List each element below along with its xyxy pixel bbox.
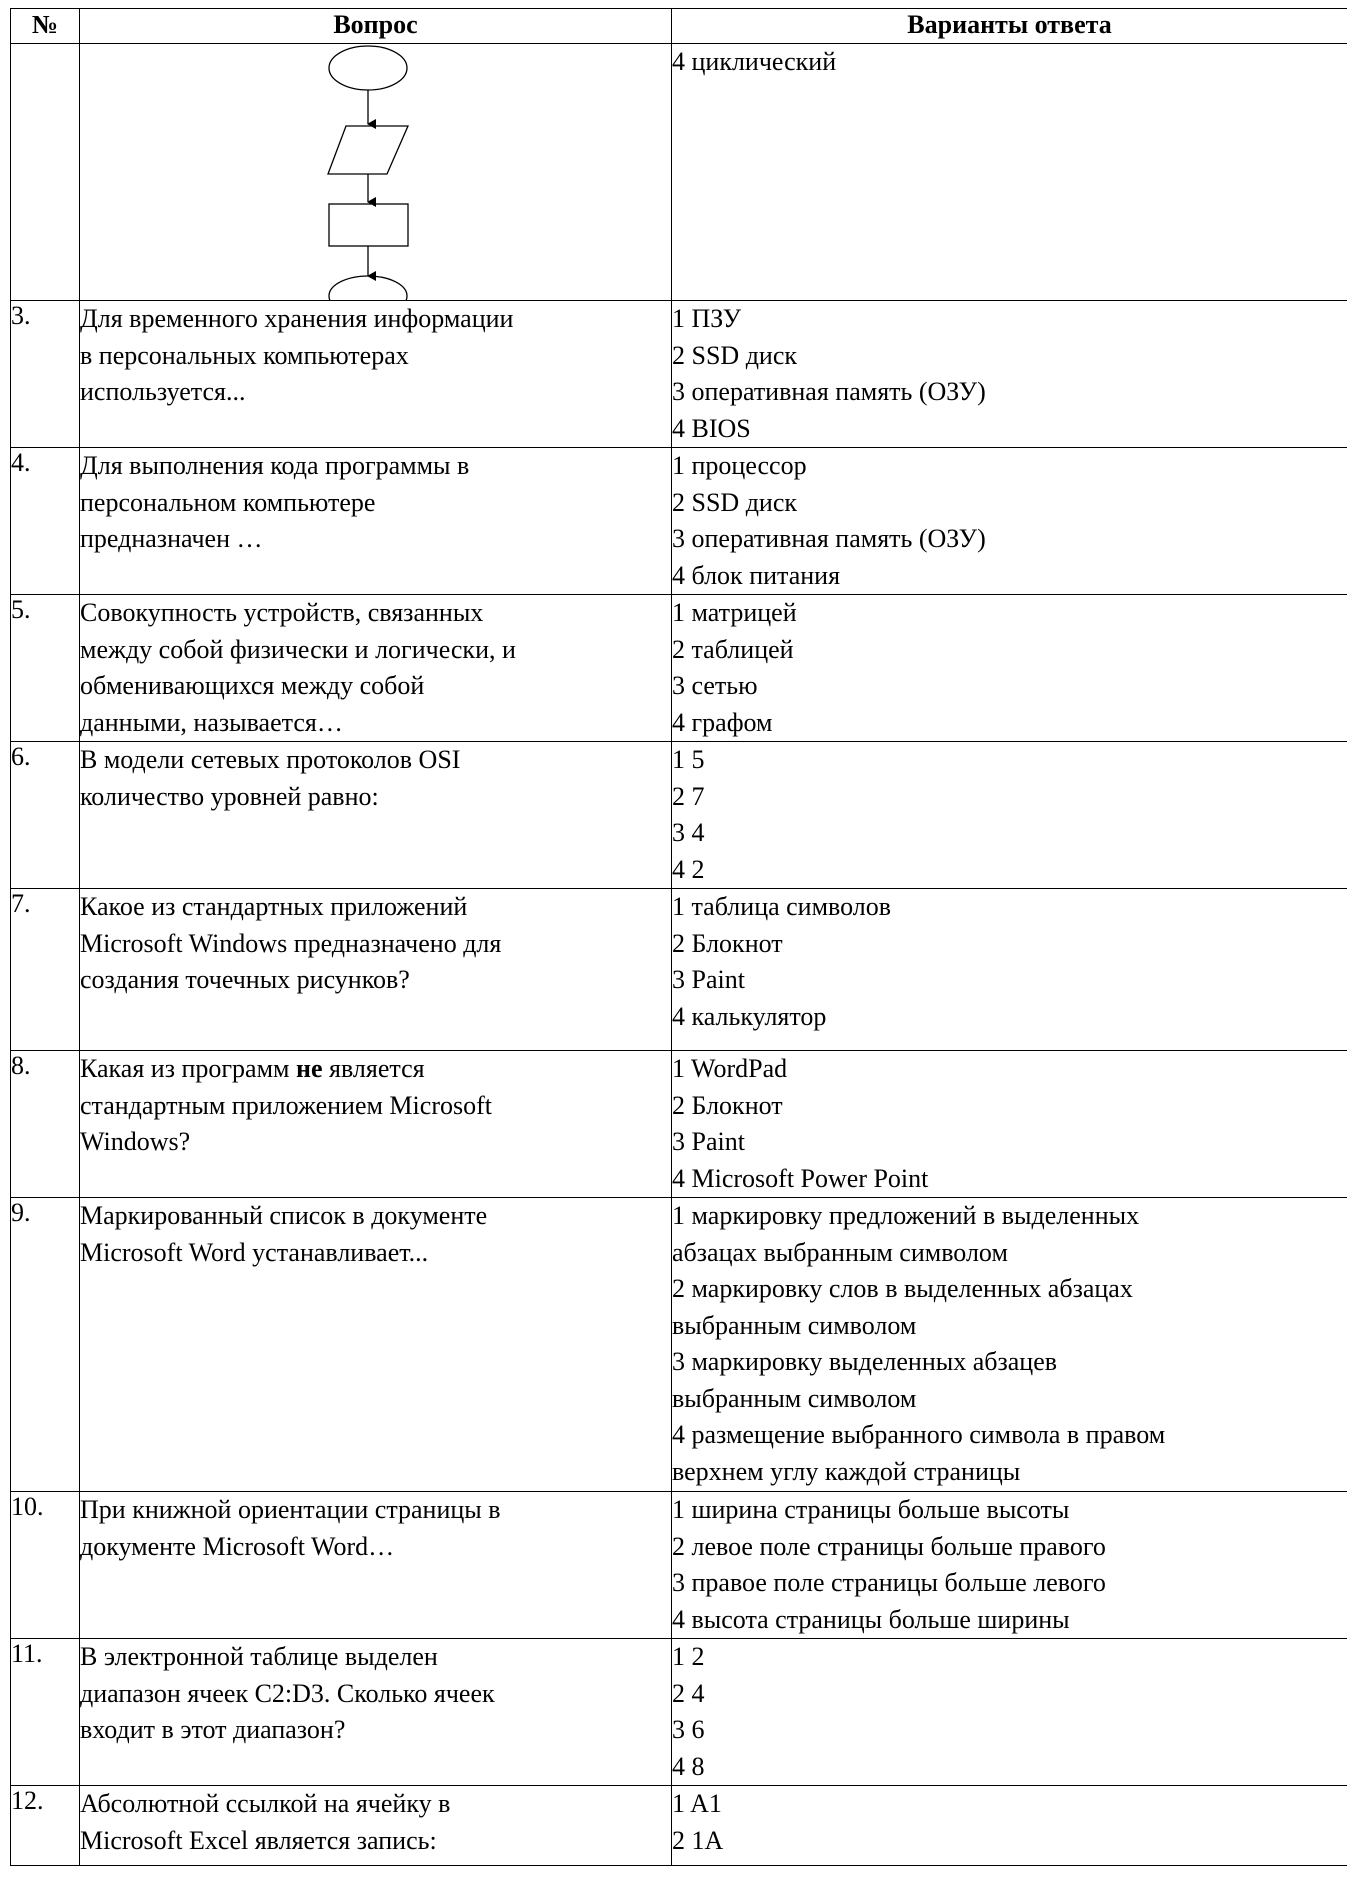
answer-option: 1 WordPad bbox=[672, 1054, 788, 1083]
answers-cell bbox=[672, 44, 1347, 301]
answer-option: 2 4 bbox=[672, 1678, 705, 1708]
answers-cell bbox=[672, 595, 1347, 742]
answers-cell bbox=[672, 1786, 1347, 1866]
table-row bbox=[11, 44, 1347, 301]
header-num: № bbox=[11, 9, 80, 44]
question-text: предназначен … bbox=[80, 524, 263, 553]
question-text: количество уровней равно: bbox=[80, 781, 379, 811]
row-number: 10. bbox=[11, 1492, 80, 1639]
question-emphasis: не bbox=[296, 1054, 323, 1083]
question-text: Для временного хранения информации bbox=[80, 304, 514, 333]
question-text: персональном компьютере bbox=[80, 487, 376, 517]
question-text: При книжной ориентации страницы в bbox=[80, 1495, 501, 1524]
question-text: Microsoft Excel является запись: bbox=[80, 1825, 437, 1855]
answers-cell bbox=[672, 301, 1347, 448]
question-cell bbox=[80, 44, 672, 301]
row-number: 11. bbox=[11, 1639, 80, 1786]
question-text: между собой физически и логически, и bbox=[80, 634, 516, 664]
answer-option: 1 матрицей bbox=[672, 598, 797, 627]
answer-option: 4 графом bbox=[672, 707, 773, 737]
answers-cell bbox=[672, 1492, 1347, 1639]
question-cell bbox=[80, 1639, 672, 1786]
question-cell bbox=[80, 448, 672, 595]
question-cell bbox=[80, 1492, 672, 1639]
question-text: Microsoft Windows предназначено для bbox=[80, 928, 502, 958]
answer-option: 3 Paint bbox=[672, 1127, 745, 1156]
flowchart-diagram bbox=[80, 44, 672, 300]
question-text: в персональных компьютерах bbox=[80, 340, 409, 370]
question-cell bbox=[80, 742, 672, 889]
answer-option: верхнем углу каждой страницы bbox=[672, 1456, 1021, 1486]
question-text bbox=[80, 1051, 671, 1088]
answer-option: 1 процессор bbox=[672, 451, 807, 480]
question-cell bbox=[80, 301, 672, 448]
question-text: данными, называется… bbox=[80, 707, 343, 737]
answer-option: 1 A1 bbox=[672, 1789, 722, 1818]
question-text: используется... bbox=[80, 377, 246, 406]
answer-option: 1 ПЗУ bbox=[672, 304, 742, 333]
question-text: стандартным приложением Microsoft bbox=[80, 1090, 492, 1120]
answer-option: 1 5 bbox=[672, 745, 705, 774]
question-text: Какое из стандартных приложений bbox=[80, 892, 468, 921]
question-text: диапазон ячеек C2:D3. Сколько ячеек bbox=[80, 1678, 495, 1708]
answer-option: 2 Блокнот bbox=[672, 1090, 783, 1120]
question-text: обменивающихся между собой bbox=[80, 671, 425, 700]
table-row bbox=[11, 301, 1347, 448]
answer-option: 3 маркировку выделенных абзацев bbox=[672, 1347, 1058, 1376]
answer-option: 3 Paint bbox=[672, 965, 745, 994]
question-cell bbox=[80, 889, 672, 1051]
question-cell bbox=[80, 595, 672, 742]
row-number: 9. bbox=[11, 1198, 80, 1492]
answer-option: 4 циклический bbox=[672, 47, 837, 76]
row-number: 4. bbox=[11, 448, 80, 595]
answers-cell bbox=[672, 889, 1347, 1051]
table-row bbox=[11, 742, 1347, 889]
answer-option: 1 таблица символов bbox=[672, 892, 892, 921]
answer-option: 2 SSD диск bbox=[672, 487, 798, 517]
question-text: документе Microsoft Word… bbox=[80, 1531, 395, 1561]
table-row bbox=[11, 889, 1347, 1051]
answer-option: 3 6 bbox=[672, 1715, 705, 1744]
answer-option: 2 Блокнот bbox=[672, 928, 783, 958]
question-text-part: Какая из программ bbox=[80, 1054, 296, 1083]
answer-option: 4 8 bbox=[672, 1751, 705, 1781]
answer-option: 1 маркировку предложений в выделенных bbox=[672, 1201, 1140, 1230]
answer-option: 4 размещение выбранного символа в правом bbox=[672, 1420, 1166, 1449]
answers-cell bbox=[672, 1051, 1347, 1198]
question-text: Microsoft Word устанавливает... bbox=[80, 1237, 429, 1267]
answer-option: 3 оперативная память (ОЗУ) bbox=[672, 377, 986, 406]
table-row bbox=[11, 1051, 1347, 1198]
table-row bbox=[11, 1786, 1347, 1866]
process-rectangle-shape bbox=[329, 204, 408, 246]
answer-option: 4 Microsoft Power Point bbox=[672, 1163, 929, 1193]
answer-option: 4 калькулятор bbox=[672, 1001, 827, 1031]
row-number: 6. bbox=[11, 742, 80, 889]
answer-option: 1 ширина страницы больше высоты bbox=[672, 1495, 1070, 1524]
answer-option: выбранным символом bbox=[672, 1383, 917, 1413]
question-cell bbox=[80, 1051, 672, 1198]
table-row bbox=[11, 1492, 1347, 1639]
row-number: 3. bbox=[11, 301, 80, 448]
question-text: В модели сетевых протоколов OSI bbox=[80, 745, 461, 774]
header-answers: Варианты ответа bbox=[672, 9, 1347, 44]
question-cell bbox=[80, 1198, 672, 1492]
answer-option: 2 левое поле страницы больше правого bbox=[672, 1531, 1106, 1561]
answer-option: 3 оперативная память (ОЗУ) bbox=[672, 524, 986, 553]
table-row bbox=[11, 1639, 1347, 1786]
table-row bbox=[11, 595, 1347, 742]
input-parallelogram-shape bbox=[328, 126, 408, 174]
question-text: Абсолютной ссылкой на ячейку в bbox=[80, 1789, 451, 1818]
row-number: 12. bbox=[11, 1786, 80, 1866]
answer-option: 2 7 bbox=[672, 781, 705, 811]
header-question: Вопрос bbox=[80, 9, 672, 44]
table-header-row bbox=[11, 9, 1347, 44]
question-cell bbox=[80, 1786, 672, 1866]
question-text: В электронной таблице выделен bbox=[80, 1642, 438, 1671]
start-terminator-shape bbox=[329, 46, 407, 90]
answer-option: 2 SSD диск bbox=[672, 340, 798, 370]
question-text: Маркированный список в документе bbox=[80, 1201, 488, 1230]
question-text: Windows? bbox=[80, 1127, 191, 1156]
answer-option: 4 высота страницы больше ширины bbox=[672, 1604, 1070, 1634]
answer-option: 2 1A bbox=[672, 1825, 724, 1855]
question-text: Совокупность устройств, связанных bbox=[80, 598, 484, 627]
answers-cell bbox=[672, 742, 1347, 889]
answer-option: абзацах выбранным символом bbox=[672, 1237, 1008, 1267]
question-text: создания точечных рисунков? bbox=[80, 965, 410, 994]
answers-cell bbox=[672, 448, 1347, 595]
question-text-part: является bbox=[322, 1054, 425, 1083]
end-terminator-shape bbox=[329, 276, 407, 300]
question-text: входит в этот диапазон? bbox=[80, 1715, 346, 1744]
table-row bbox=[11, 1198, 1347, 1492]
answer-option: 4 BIOS bbox=[672, 413, 751, 443]
table-row bbox=[11, 448, 1347, 595]
answer-option: 3 сетью bbox=[672, 671, 758, 700]
quiz-table bbox=[10, 8, 1347, 1866]
answer-option: 3 правое поле страницы больше левого bbox=[672, 1568, 1106, 1597]
row-number bbox=[11, 44, 80, 301]
row-number: 8. bbox=[11, 1051, 80, 1198]
answer-option: 1 2 bbox=[672, 1642, 705, 1671]
answer-option: 2 таблицей bbox=[672, 634, 794, 664]
row-number: 7. bbox=[11, 889, 80, 1051]
answer-option: 2 маркировку слов в выделенных абзацах bbox=[672, 1274, 1133, 1303]
answer-option: 3 4 bbox=[672, 818, 705, 847]
answers-cell bbox=[672, 1198, 1347, 1492]
answer-option: 4 блок питания bbox=[672, 560, 841, 590]
answers-cell bbox=[672, 1639, 1347, 1786]
row-number: 5. bbox=[11, 595, 80, 742]
answer-option: 4 2 bbox=[672, 854, 705, 884]
question-text: Для выполнения кода программы в bbox=[80, 451, 470, 480]
answer-option: выбранным символом bbox=[672, 1310, 917, 1340]
